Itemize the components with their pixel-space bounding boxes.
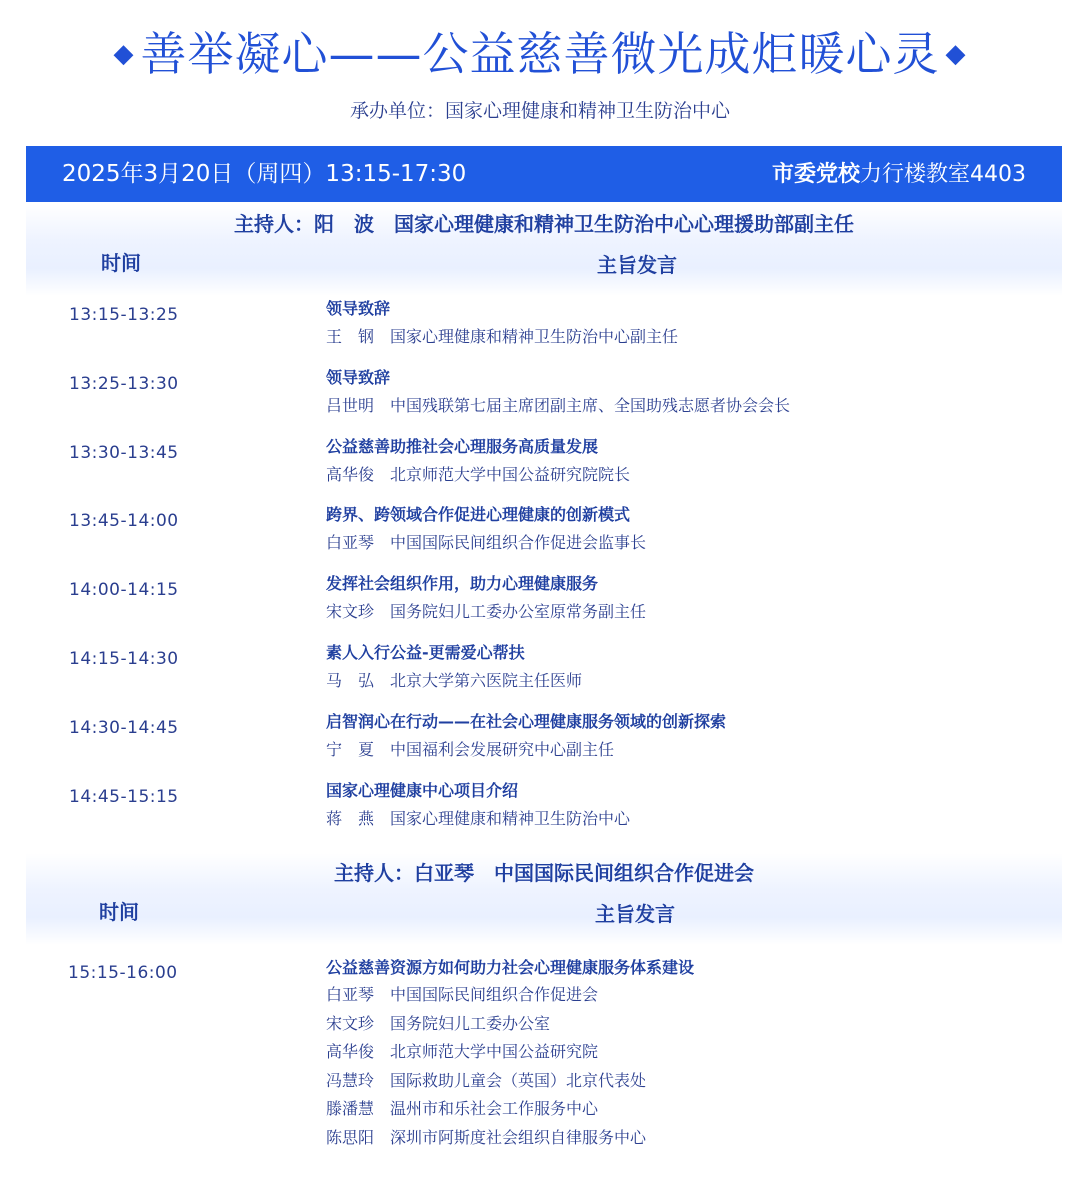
panelist-row (326, 1070, 646, 1092)
panelist-row (326, 1013, 550, 1035)
agenda-time: 14:00-14:15 (69, 580, 179, 601)
speaker-affiliation: 中国国际民间组织合作促进会监事长 (390, 533, 647, 553)
agenda-topic: 领导致辞 (326, 367, 391, 387)
agenda-speaker (326, 464, 630, 486)
speaker-name: 高华俊 (326, 464, 375, 484)
speaker-affiliation: 国务院妇儿工委办公室原常务副主任 (390, 602, 647, 622)
speaker-name: 马 弘 (326, 671, 375, 690)
panelist-row (326, 1127, 646, 1149)
agenda-time: 14:45-15:15 (69, 786, 179, 807)
column-time-header: 时间 (99, 900, 139, 924)
session-1-host: 主持人：阳 波 国家心理健康和精神卫生防治中心心理援助部副主任 (234, 212, 854, 236)
column-time-header: 时间 (101, 251, 141, 275)
panelist-row (326, 1041, 598, 1063)
page-title (0, 22, 1080, 90)
agenda-time: 13:15-13:25 (69, 305, 179, 325)
agenda-time: 13:30-13:45 (69, 442, 179, 463)
session-2-host: 主持人：白亚琴 中国国际民间组织合作促进会 (334, 861, 754, 885)
column-speech-header: 主旨发言 (595, 902, 675, 926)
agenda-speaker (326, 395, 790, 417)
agenda-speaker (326, 326, 678, 348)
panelist-name: 冯慧玲 (326, 1070, 375, 1090)
panelist-row (326, 984, 598, 1006)
speaker-affiliation: 中国福利会发展研究中心副主任 (390, 739, 615, 759)
speaker-affiliation: 中国残联第七届主席团副主席、全国助残志愿者协会会长 (390, 395, 791, 415)
panelist-affiliation: 国际救助儿童会（英国）北京代表处 (390, 1070, 647, 1090)
agenda-speaker (326, 808, 630, 830)
agenda-topic: 启智润心在行动——在社会心理健康服务领域的创新探索 (326, 711, 727, 731)
venue-bold: 市委党校 (771, 162, 860, 187)
session-1-header (26, 204, 1062, 296)
agenda-topic: 素人入行公益-更需爱心帮扶 (326, 643, 525, 662)
panelist-affiliation: 国务院妇儿工委办公室 (390, 1013, 551, 1033)
speaker-name: 王 钢 (326, 327, 375, 346)
organizer-line: 承办单位：国家心理健康和精神卫生防治中心 (349, 100, 730, 122)
agenda-topic: 公益慈善助推社会心理服务高质量发展 (326, 436, 599, 456)
diamond-icon: ◆ (113, 38, 135, 69)
agenda-topic: 发挥社会组织作用，助力心理健康服务 (326, 574, 599, 594)
panelist-affiliation: 北京师范大学中国公益研究院 (390, 1042, 599, 1062)
panelist-name: 陈思阳 (326, 1128, 375, 1147)
venue-room: 力行楼教室4403 (860, 162, 1026, 187)
title-text: 善举凝心——公益慈善微光成炬暖心灵 (140, 27, 940, 81)
event-venue (772, 160, 1026, 190)
panel-topic: 公益慈善资源方如何助力社会心理健康服务体系建设 (326, 958, 695, 977)
agenda-time: 13:45-14:00 (69, 511, 179, 532)
panelist-name: 宋文珍 (326, 1013, 375, 1033)
agenda-time: 13:25-13:30 (69, 373, 179, 394)
agenda-speaker (326, 532, 646, 554)
diamond-icon: ◆ (945, 38, 967, 69)
event-date-time: 2025年3月20日（周四）13:15-17:30 (62, 161, 467, 187)
session-2-header (26, 853, 1062, 945)
panelist-name: 滕潘慧 (326, 1099, 375, 1119)
speaker-affiliation: 国家心理健康和精神卫生防治中心 (390, 808, 631, 828)
panelist-name: 白亚琴 (326, 985, 375, 1004)
panelist-affiliation: 温州市和乐社会工作服务中心 (390, 1099, 599, 1119)
column-speech-header: 主旨发言 (597, 253, 677, 277)
speaker-name: 蒋 燕 (326, 808, 375, 828)
agenda-time: 14:30-14:45 (69, 717, 179, 738)
speaker-affiliation: 北京师范大学中国公益研究院院长 (390, 464, 631, 484)
panelist-name: 高华俊 (326, 1042, 375, 1062)
agenda-topic: 领导致辞 (326, 299, 391, 318)
date-venue-banner (26, 146, 1062, 202)
agenda-topic: 跨界、跨领域合作促进心理健康的创新模式 (326, 505, 631, 525)
agenda-speaker (326, 739, 614, 761)
speaker-name: 白亚琴 (326, 533, 375, 553)
panelist-row (326, 1098, 598, 1120)
speaker-name: 宋文珍 (326, 602, 375, 622)
agenda-speaker (326, 601, 646, 623)
panelist-affiliation: 深圳市阿斯度社会组织自律服务中心 (390, 1128, 647, 1147)
agenda-time: 14:15-14:30 (69, 649, 179, 669)
speaker-name: 宁 夏 (326, 739, 375, 759)
speaker-affiliation: 北京大学第六医院主任医师 (390, 671, 583, 690)
panelist-affiliation: 中国国际民间组织合作促进会 (390, 985, 599, 1004)
agenda-speaker (326, 670, 582, 692)
panel-time: 15:15-16:00 (68, 963, 178, 983)
speaker-affiliation: 国家心理健康和精神卫生防治中心副主任 (390, 327, 679, 346)
speaker-name: 吕世明 (326, 395, 375, 415)
agenda-topic: 国家心理健康中心项目介绍 (326, 780, 519, 800)
